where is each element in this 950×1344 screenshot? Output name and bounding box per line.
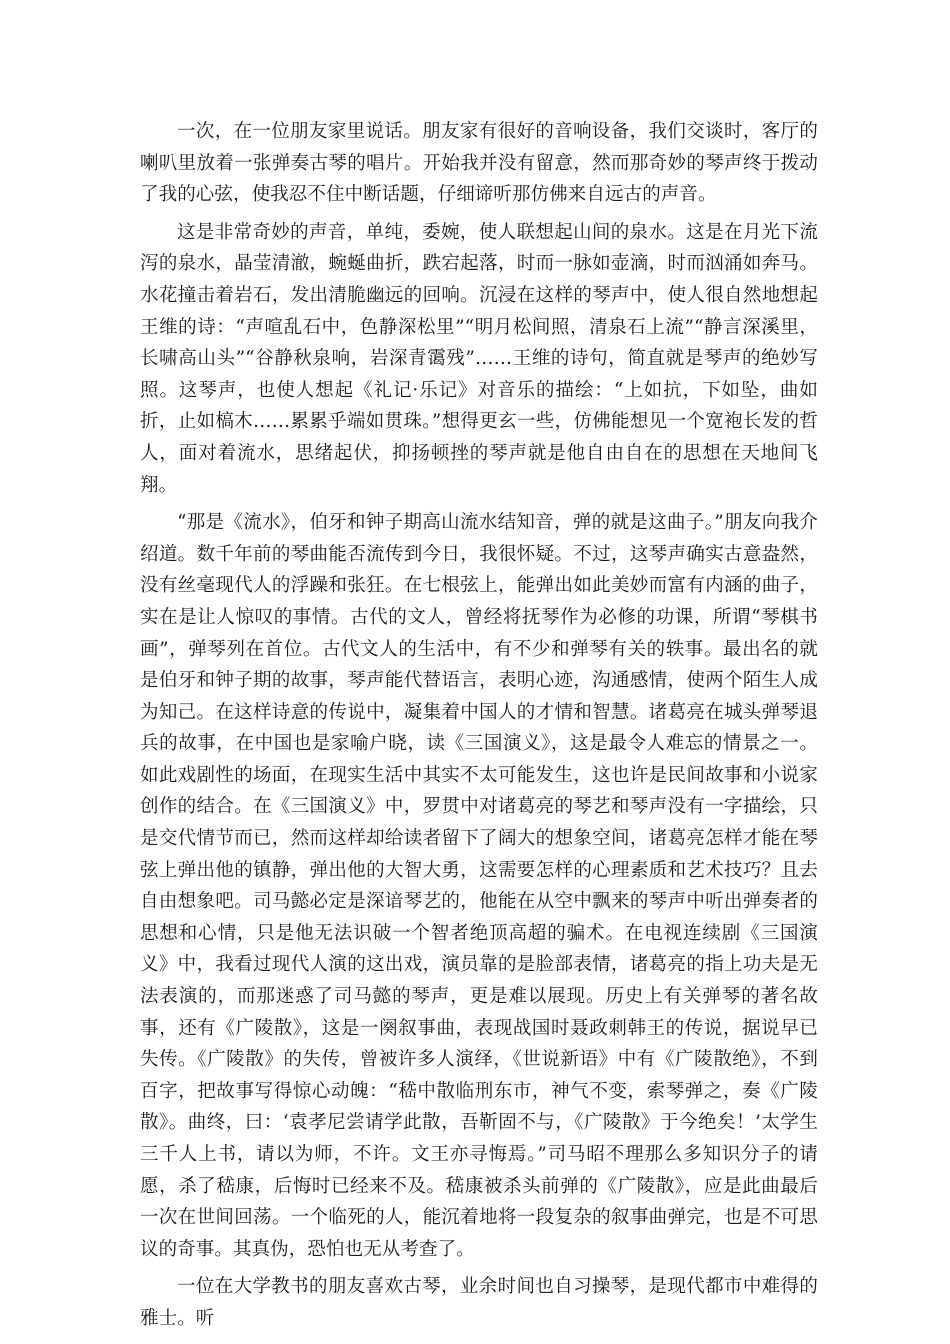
paragraph-2: 这是非常奇妙的声音，单纯，委婉，使人联想起山间的泉水。这是在月光下流泻的泉水，晶莹清澈，蜿蜒曲折，跌宕起落，时而一脉如壶滴，时而汹涌如奔马。水花撞击着岩石，发出清脆幽远的回响。沉浸在这样的琴声中，使人很自然地想起王维的诗：“声喧乱石中，色静深松里”“明月松间照，清泉石上流”“静言深溪里，长啸高山头”“谷静秋泉响，岩深青霭残”……王维的诗句，简直就是琴声的绝妙写照。这琴声，也使人想起《礼记·乐记》对音乐的描绘：“上如抗，下如坠，曲如折，止如槁木……累累乎端如贯珠。”想得更玄一些，仿佛能想见一个宽袍长发的哲人，面对着流水，思绪起伏，抑扬顿挫的琴声就是他自由自在的思想在天地间飞翔。	[140, 221, 818, 496]
paragraph-4: 一位在大学教书的朋友喜欢古琴，业余时间也自习操琴，是现代都市中难得的雅士。听	[140, 1276, 818, 1329]
paragraph-1: 一次，在一位朋友家里说话。朋友家有很好的音响设备，我们交谈时，客厅的喇叭里放着一张弹奏古琴的唱片。开始我并没有留意，然而那奇妙的琴声终于拨动了我的心弦，使我忍不住中断话题，仔细谛听那仿佛来自远古的声音。	[140, 121, 818, 206]
paragraph-3: “那是《流水》，伯牙和钟子期高山流水结知音，弹的就是这曲子。”朋友向我介绍道。数千年前的琴曲能否流传到今日，我很怀疑。不过，这琴声确实古意盎然，没有丝毫现代人的浮躁和张狂。在七根弦上，能弹出如此美妙而富有内涵的曲子，实在是让人惊叹的事情。古代的文人，曾经将抚琴作为必修的功课，所谓“琴棋书画”，弹琴列在首位。古代文人的生活中，有不少和弹琴有关的轶事。最出名的就是伯牙和钟子期的故事，琴声能代替语言，表明心迹，沟通感情，使两个陌生人成为知己。在这样诗意的传说中，凝集着中国人的才情和智慧。诸葛亮在城头弹琴退兵的故事，在中国也是家喻户晓，读《三国演义》，这是最令人难忘的情景之一。如此戏剧性的场面，在现实生活中其实不太可能发生，这也许是民间故事和小说家创作的结合。在《三国演义》中，罗贯中对诸葛亮的琴艺和琴声没有一字描绘，只是交代情节而已，然而这样却给读者留下了阔大的想象空间，诸葛亮怎样才能在琴弦上弹出他的镇静，弹出他的大智大勇，这需要怎样的心理素质和艺术技巧？且去自由想象吧。司马懿必定是深谙琴艺的，他能在从空中飘来的琴声中听出弹奏者的思想和心情，只是他无法识破一个智者绝顶高超的骗术。在电视连续剧《三国演义》中，我看过现代人演的这出戏，演员靠的是脸部表情，诸葛亮的指上功夫是无法表演的，而那迷惑了司马懿的琴声，更是难以展现。历史上有关弹琴的著名故事，还有《广陵散》，这是一阕叙事曲，表现战国时聂政刺韩王的传说，据说早已失传。《广陵散》的失传，曾被许多人演绎，《世说新语》中有《广陵散绝》，不到百字，把故事写得惊心动魄：“嵇中散临刑东市，神气不变，索琴弹之，奏《广陵散》。曲终，曰：‘袁孝尼尝请学此散，吾靳固不与，《广陵散》于今绝矣！’太学生三千人上书，请以为师，不许。文王亦寻悔焉。”司马昭不理那么多知识分子的请愿，杀了嵇康，后悔时已经来不及。嵇康被杀头前弹的《广陵散》，应是此曲最后一次在世间回荡。一个临死的人，能沉着地将一段复杂的叙事曲弹完，也是不可思议的奇事。其真伪，恐怕也无从考查了。	[140, 512, 818, 1260]
article-body	[140, 116, 818, 1341]
